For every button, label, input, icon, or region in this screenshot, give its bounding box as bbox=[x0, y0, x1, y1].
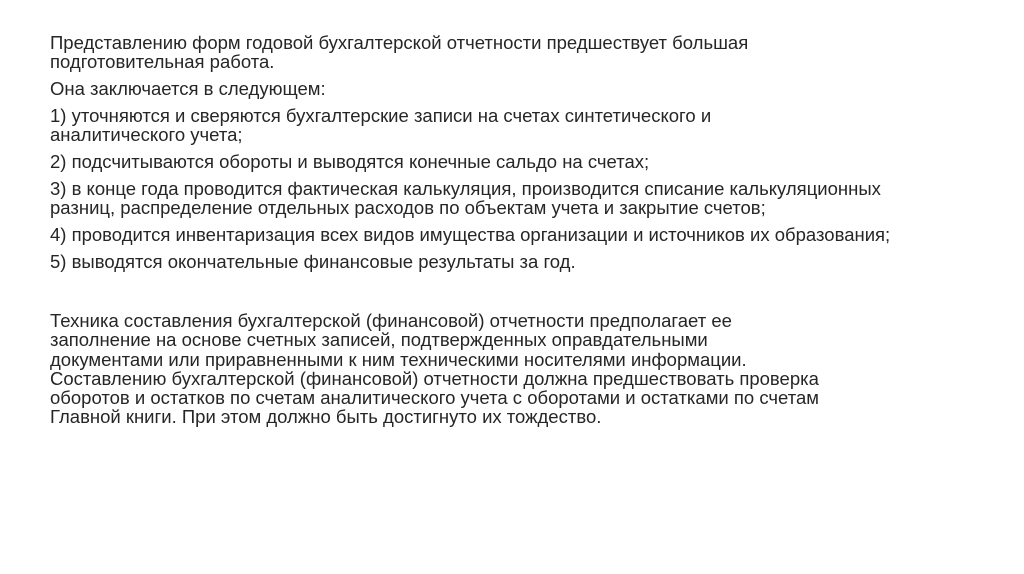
intro-paragraph: Представлению форм годовой бухгалтерской отчетности предшествует большая подготовительная работа. bbox=[50, 32, 749, 72]
technique-line: оборотов и остатков по счетам аналитического учета с оборотами и остатками по счетам bbox=[50, 387, 819, 409]
slide-content bbox=[50, 33, 950, 427]
technique-paragraph bbox=[50, 311, 950, 427]
intro-lead: Она заключается в следующем: bbox=[50, 78, 326, 99]
technique-line: заполнение на основе счетных записей, подтвержденных оправдательными bbox=[50, 329, 708, 351]
technique-line: документами или приравненными к ним техническими носителями информации. bbox=[50, 348, 747, 370]
technique-line: Составлению бухгалтерской (финансовой) отчетности должна предшествовать проверка bbox=[50, 367, 819, 389]
list-item-3: 3) в конце года проводится фактическая калькуляция, производится списание калькуляционных разниц, распределение отдельных расходов по объектам учета и закрытие счетов; bbox=[50, 178, 881, 218]
list-item-1: 1) уточняются и сверяются бухгалтерские записи на счетах синтетического и аналитического учета; bbox=[50, 105, 712, 145]
technique-line: Главной книги. При этом должно быть достигнуто их тождество. bbox=[50, 406, 602, 428]
list-item-4: 4) проводится инвентаризация всех видов имущества организации и источников их образования; bbox=[50, 224, 891, 245]
spacer bbox=[50, 279, 950, 311]
list-item-5: 5) выводятся окончательные финансовые результаты за год. bbox=[50, 251, 576, 272]
list-item-2: 2) подсчитываются обороты и выводятся конечные сальдо на счетах; bbox=[50, 151, 650, 172]
technique-line: Техника составления бухгалтерской (финансовой) отчетности предполагает ее bbox=[50, 310, 732, 331]
